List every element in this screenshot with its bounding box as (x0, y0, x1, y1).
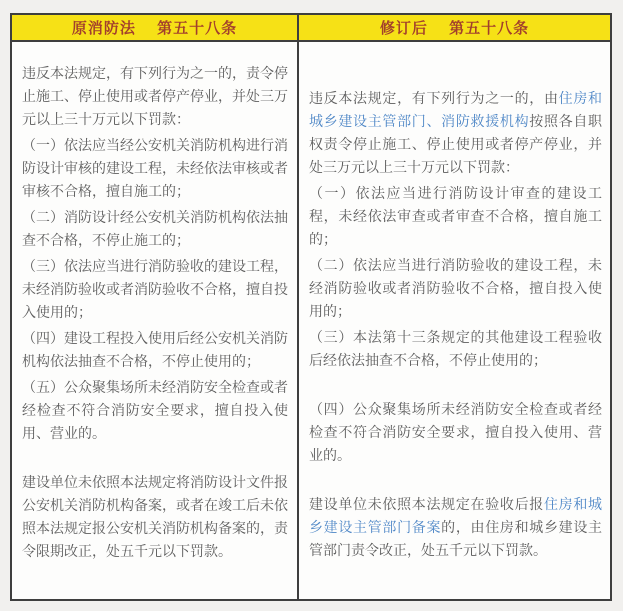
original-clause-3: （三）依法应当进行消防验收的建设工程，未经消防验收或者消防验收不合格，擅自投入使用的； (22, 258, 288, 320)
revised-clause-intro: 违反本法规定，有下列行为之一的，由住房和城乡建设主管部门、消防救援机构按照各自职权责令停止施工、停止使用或者停产停业，并处三万元以上三十万元以下罚款： (309, 90, 603, 175)
law-comparison-table (10, 13, 612, 601)
header-original-law: 原消防法 第五十八条 (12, 15, 299, 42)
original-clause-intro: 违反本法规定，有下列行为之一的，责令停止施工、停止使用或者停产停业，并处三万元以上三十万元以下罚款： (22, 65, 288, 127)
highlight-authorities: 住房和城乡建设主管部门、消防救援机构 (309, 90, 603, 129)
revised-clause-2: （二）依法应当进行消防验收的建设工程，未经消防验收或者消防验收不合格，擅自投入使用的； (309, 257, 602, 319)
original-law-cell (12, 42, 299, 599)
highlight-filing-dept: 住房和城乡建设主管部门备案 (309, 496, 603, 535)
revised-clause-1: （一）依法应当进行消防设计审查的建设工程，未经依法审查或者审查不合格，擅自施工的； (309, 185, 602, 247)
revised-clause-3: （三）本法第十三条规定的其他建设工程验收后经依法抽查不合格，不停止使用的； (309, 329, 602, 368)
revised-clause-4: （四）公众聚集场所未经消防安全检查或者经检查不符合消防安全要求，擅自投入使用、营业的。 (309, 401, 602, 463)
original-clause-4: （四）建设工程投入使用后经公安机关消防机构依法抽查不合格，不停止使用的； (22, 330, 288, 369)
original-clause-5: （五）公众聚集场所未经消防安全检查或者经检查不符合消防安全要求，擅自投入使用、营业的。 (22, 379, 288, 441)
revised-clause-filing: 建设单位未依照本法规定在验收后报住房和城乡建设主管部门备案的，由住房和城乡建设主管部门责令改正，处五千元以下罚款。 (309, 496, 603, 558)
original-clause-2: （二）消防设计经公安机关消防机构依法抽查不合格，不停止施工的； (22, 209, 288, 248)
original-clause-1: （一）依法应当经公安机关消防机构进行消防设计审核的建设工程，未经依法审核或者审核不合格，擅自施工的； (22, 137, 288, 199)
revised-law-cell (299, 42, 610, 599)
header-revised-law: 修订后 第五十八条 (299, 15, 610, 42)
original-clause-filing: 建设单位未依照本法规定将消防设计文件报公安机关消防机构备案，或者在竣工后未依照本法规定报公安机关消防机构备案的，责令限期改正，处五千元以下罚款。 (22, 474, 288, 559)
